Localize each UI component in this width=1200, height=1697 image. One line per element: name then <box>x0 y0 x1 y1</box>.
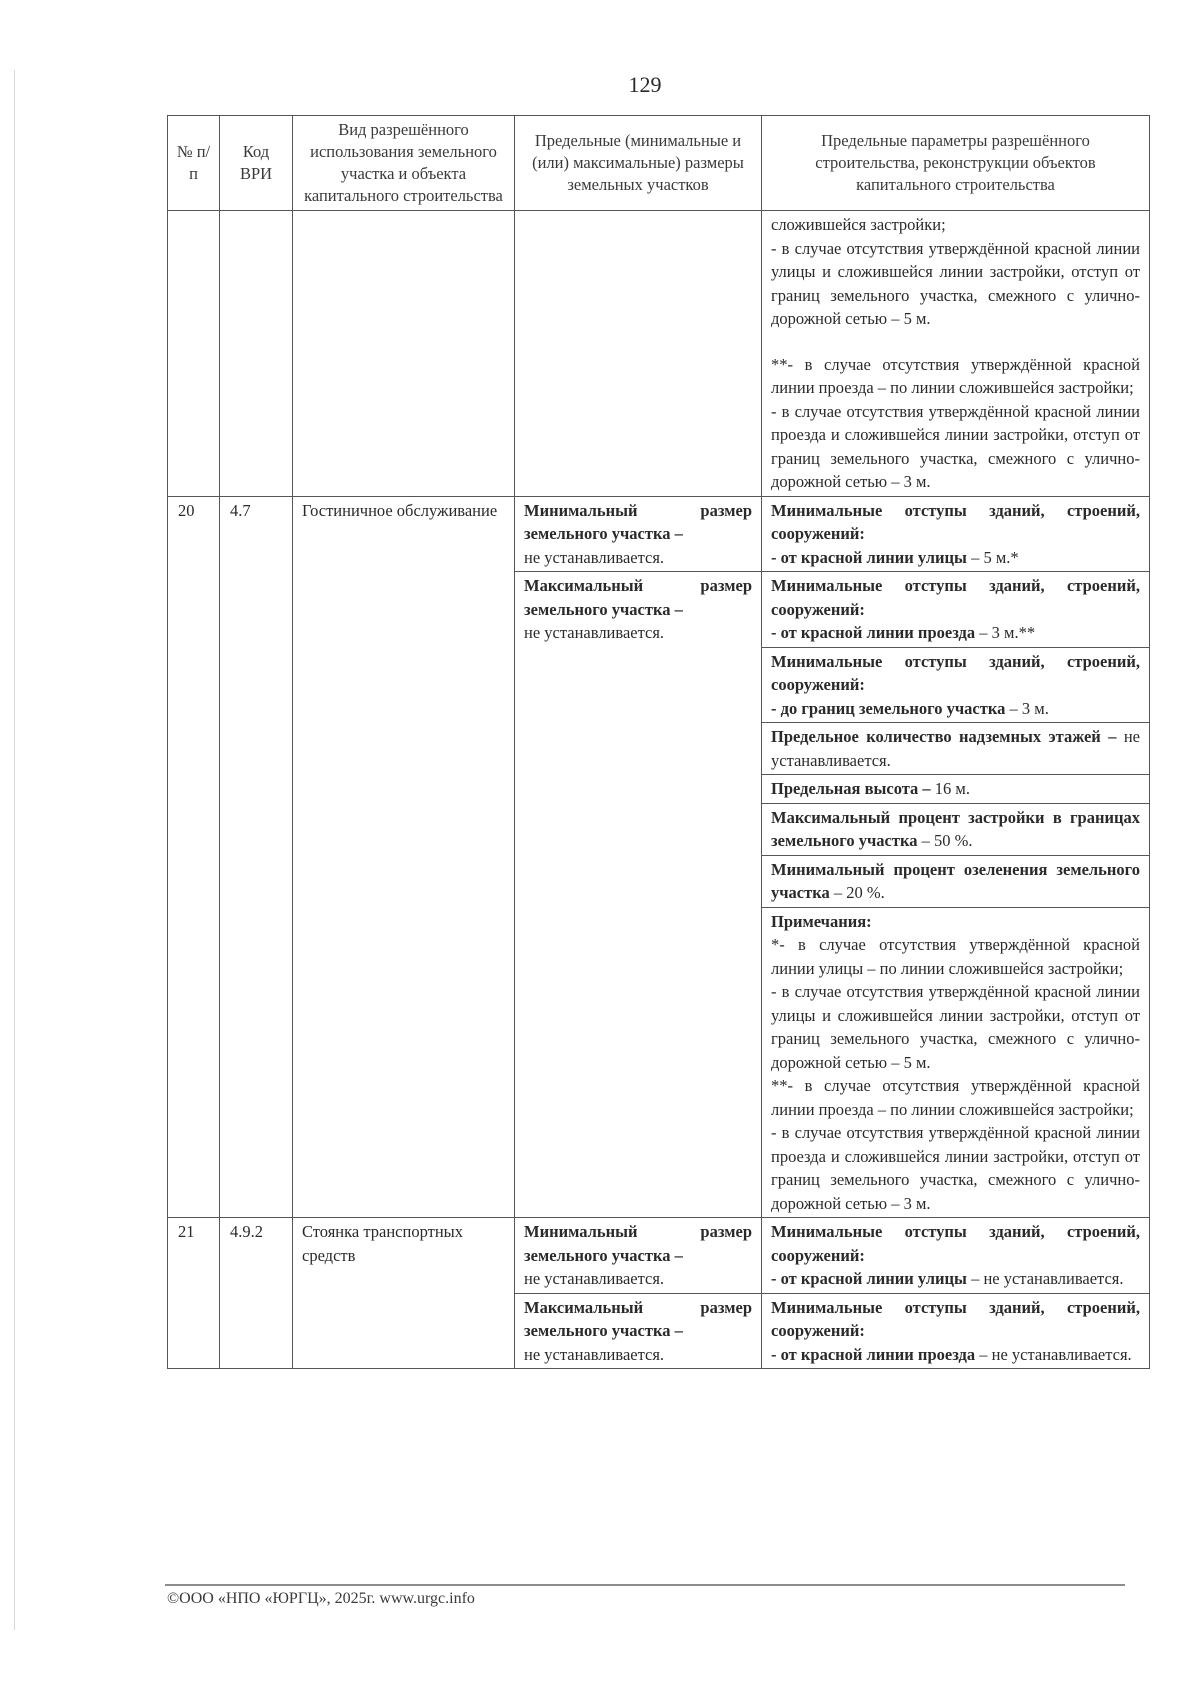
param-label: Минимальные отступы зданий, строений, сооружений: <box>771 576 1140 619</box>
param-value: – 3 м.** <box>975 623 1036 642</box>
param-value: – 3 м. <box>1005 698 1049 718</box>
cont-parameters-cell <box>762 211 1150 497</box>
param-value: – 5 м.* <box>966 547 1019 567</box>
param-value: – 50 %. <box>917 831 973 850</box>
param-setback-boundary <box>762 647 1150 723</box>
param-line: - от красной линии проезда <box>771 1344 976 1364</box>
min-plot-size-label: Минимальный размер земельного участка – <box>524 1222 752 1265</box>
scan-edge-line <box>14 70 15 1630</box>
cont-code-cell <box>220 211 293 497</box>
param-value: не устанавливается. <box>771 727 1140 770</box>
page-number: 129 <box>628 72 662 97</box>
min-plot-size-cell <box>515 496 762 572</box>
cont-paragraph: сложившейся застройки; <box>771 215 946 234</box>
param-line: - от красной линии проезда <box>771 623 976 642</box>
param-setback-driveway <box>762 1293 1150 1369</box>
param-label: Минимальные отступы зданий, строений, сооружений: <box>771 500 1140 543</box>
min-plot-size-label: Минимальный размер земельного участка – <box>524 500 752 543</box>
row-use-name: Гостиничное обслуживание <box>293 496 515 1218</box>
land-use-table <box>167 115 1150 1369</box>
param-notes <box>762 907 1150 1218</box>
max-plot-size-cell <box>515 572 762 1218</box>
param-value: – 20 %. <box>829 883 885 902</box>
param-value: 16 м. <box>930 779 970 798</box>
note-paragraph: *- в случае отсутствия утверждённой красной линии улицы – по линии сложившейся застройки; <box>771 935 1140 978</box>
param-value: – не устанавливается. <box>966 1269 1124 1288</box>
param-building-percent <box>762 803 1150 855</box>
param-setback-street <box>762 496 1150 572</box>
max-plot-size-value: не устанавливается. <box>524 623 665 642</box>
cont-paragraph: - в случае отсутствия утверждённой красной линии проезда и сложившейся линии застройки, отступ от границ земельного участка, смежного с улично-дорожной сетью – 3 м. <box>771 401 1140 491</box>
min-plot-size-value: не устанавливается. <box>524 547 665 567</box>
param-label: Минимальные отступы зданий, строений, сооружений: <box>771 1222 1140 1265</box>
header-number: № п/п <box>168 116 220 211</box>
max-plot-size-cell <box>515 1293 762 1369</box>
footer-divider <box>165 1584 1125 1586</box>
header-parameters: Предельные параметры разрешённого строительства, реконструкции объектов капитального строительства <box>762 116 1150 211</box>
note-paragraph: - в случае отсутствия утверждённой красной линии проезда и сложившейся линии застройки, отступ от границ земельного участка, смежного с улично-дорожной сетью – 3 м. <box>771 1123 1140 1213</box>
header-use-type: Вид разрешённого использования земельного участка и объекта капитального строительства <box>293 116 515 211</box>
table-row-20 <box>168 496 1150 572</box>
param-label: Минимальные отступы зданий, строений, сооружений: <box>771 651 1140 694</box>
param-label: Минимальный процент озеленения земельного участка <box>771 859 1140 902</box>
param-height <box>762 775 1150 804</box>
param-label: Минимальные отступы зданий, строений, сооружений: <box>771 1297 1140 1340</box>
cont-number-cell <box>168 211 220 497</box>
header-row <box>168 116 1150 211</box>
footer-copyright: ©ООО «НПО «ЮРГЦ», 2025г. www.urgc.info <box>167 1590 475 1607</box>
param-line: - до границ земельного участка <box>771 698 1006 718</box>
cont-paragraph: **- в случае отсутствия утверждённой красной линии проезда – по линии сложившейся застройки; <box>771 354 1140 397</box>
note-paragraph: - в случае отсутствия утверждённой красной линии улицы и сложившейся линии застройки, отступ от границ земельного участка, смежного с улично-дорожной сетью – 5 м. <box>771 982 1140 1072</box>
cont-use-cell <box>293 211 515 497</box>
param-setback-street <box>762 1218 1150 1294</box>
cont-paragraph: - в случае отсутствия утверждённой красной линии улицы и сложившейся линии застройки, отступ от границ земельного участка, смежного с улично-дорожной сетью – 5 м. <box>771 238 1140 328</box>
row-code: 4.9.2 <box>220 1218 293 1369</box>
param-floors <box>762 723 1150 775</box>
table-row-continuation <box>168 211 1150 497</box>
spacer <box>771 331 1140 353</box>
row-use-name: Стоянка транспортных средств <box>293 1218 515 1369</box>
table-row-21 <box>168 1218 1150 1294</box>
header-code: Код ВРИ <box>220 116 293 211</box>
param-setback-driveway <box>762 572 1150 648</box>
note-paragraph: **- в случае отсутствия утверждённой красной линии проезда – по линии сложившейся застройки; <box>771 1076 1140 1119</box>
cont-size-cell <box>515 211 762 497</box>
row-number: 20 <box>168 496 220 1218</box>
param-line: - от красной линии улицы <box>771 1269 967 1288</box>
header-plot-size: Предельные (минимальные и (или) максимальные) размеры земельных участков <box>515 116 762 211</box>
param-greening-percent <box>762 855 1150 907</box>
max-plot-size-label: Максимальный размер земельного участка – <box>524 576 752 619</box>
min-plot-size-value: не устанавливается. <box>524 1269 665 1288</box>
max-plot-size-value: не устанавливается. <box>524 1344 665 1364</box>
param-label: Предельное количество надземных этажей – <box>771 727 1117 746</box>
param-label: Предельная высота – <box>771 779 931 798</box>
param-value: – не устанавливается. <box>975 1344 1132 1364</box>
param-label: Максимальный процент застройки в границах земельного участка <box>771 807 1140 850</box>
max-plot-size-label: Максимальный размер земельного участка – <box>524 1297 752 1340</box>
row-number: 21 <box>168 1218 220 1369</box>
notes-title: Примечания: <box>771 911 872 931</box>
min-plot-size-cell <box>515 1218 762 1294</box>
param-line: - от красной линии улицы <box>771 547 967 567</box>
row-code: 4.7 <box>220 496 293 1218</box>
